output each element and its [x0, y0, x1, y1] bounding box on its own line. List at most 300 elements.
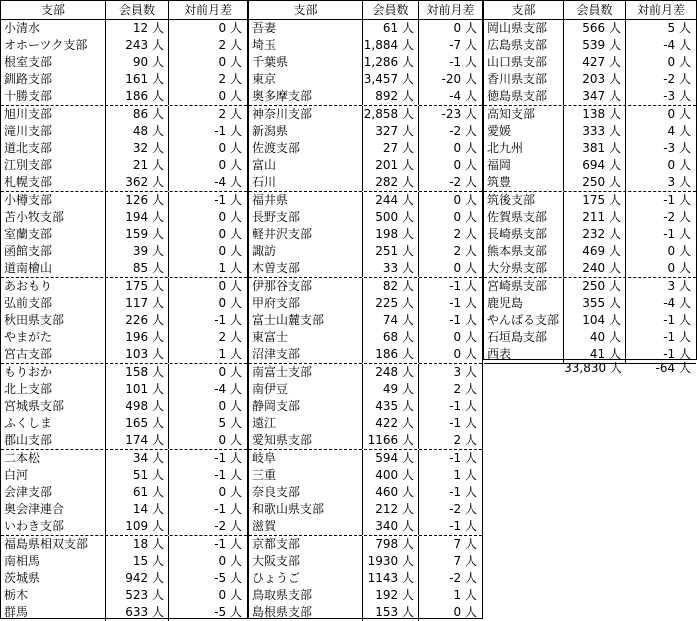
branch-name: あおもり: [1, 278, 106, 295]
branch-name: 筑後支部: [484, 192, 564, 209]
monthly-diff-unit: 人: [464, 72, 477, 86]
member-count-value: 211: [582, 210, 606, 224]
monthly-diff-value: 2: [453, 227, 462, 241]
monthly-diff-unit: 人: [464, 141, 477, 155]
member-count-unit: 人: [401, 347, 414, 361]
member-count: [564, 329, 626, 346]
monthly-diff-unit: 人: [464, 55, 477, 69]
table-row: [249, 123, 482, 140]
monthly-diff-value: 0: [667, 55, 676, 69]
table-row: [1, 20, 247, 37]
table-row: [1, 312, 247, 329]
monthly-diff-value: -1: [449, 485, 462, 499]
monthly-diff: [169, 570, 247, 587]
member-count-unit: 人: [608, 227, 621, 241]
table-row: [484, 192, 696, 209]
monthly-diff-value: 2: [453, 382, 462, 396]
monthly-diff-unit: 人: [229, 175, 242, 189]
branch-name: 徳島県支部: [484, 88, 564, 105]
monthly-diff-unit: 人: [464, 38, 477, 52]
monthly-diff: [169, 295, 247, 312]
member-count: [106, 432, 169, 449]
monthly-diff: [169, 278, 247, 295]
monthly-diff-value: 0: [218, 55, 227, 69]
table-row: [1, 346, 247, 364]
branch-name: 伊那谷支部: [249, 278, 363, 295]
monthly-diff: [626, 192, 696, 209]
branch-name: 富士山麓支部: [249, 312, 363, 329]
member-count-unit: 人: [151, 554, 164, 568]
total-members: [564, 359, 626, 377]
monthly-diff-unit: 人: [464, 330, 477, 344]
member-count: [106, 364, 169, 381]
table-row: [249, 484, 482, 501]
table-row: [484, 157, 696, 174]
table-row: [484, 209, 696, 226]
member-count-value: 1143: [367, 571, 399, 585]
table-row: [1, 243, 247, 260]
branch-name: やまがた: [1, 329, 106, 346]
member-count-value: 594: [375, 451, 399, 465]
member-count: [106, 501, 169, 518]
monthly-diff: [169, 226, 247, 243]
monthly-diff-unit: 人: [678, 38, 691, 52]
member-count-unit: 人: [401, 89, 414, 103]
member-count-value: 203: [582, 72, 606, 86]
monthly-diff-unit: 人: [229, 502, 242, 516]
table-row: [484, 312, 696, 329]
monthly-diff-unit: 人: [464, 382, 477, 396]
member-count-unit: 人: [401, 313, 414, 327]
monthly-diff-value: 2: [218, 107, 227, 121]
member-count-unit: 人: [151, 107, 164, 121]
member-count-value: 422: [375, 416, 399, 430]
monthly-diff: [169, 364, 247, 381]
member-count-value: 347: [582, 89, 606, 103]
member-count-value: 355: [582, 296, 606, 310]
table-row: [484, 37, 696, 54]
member-count-unit: 人: [151, 89, 164, 103]
monthly-diff-value: 2: [218, 72, 227, 86]
branch-name: 奈良支部: [249, 484, 363, 501]
member-count-unit: 人: [401, 537, 414, 551]
table-row: [249, 536, 482, 553]
header-branch: 支部: [1, 1, 106, 19]
member-count-unit: 人: [608, 175, 621, 189]
member-count-value: 240: [582, 261, 606, 275]
member-count: [564, 140, 626, 157]
branch-name: 石垣島支部: [484, 329, 564, 346]
member-count-value: 248: [375, 365, 399, 379]
monthly-diff: [626, 106, 696, 123]
member-count: [363, 157, 419, 174]
branch-name: 鳥取県支部: [249, 587, 363, 604]
monthly-diff-value: 0: [218, 485, 227, 499]
member-count-unit: 人: [401, 588, 414, 602]
monthly-diff-unit: 人: [229, 347, 242, 361]
branch-name: 群馬: [1, 604, 106, 621]
monthly-diff-value: 0: [218, 588, 227, 602]
branch-name: 苫小牧支部: [1, 209, 106, 226]
member-count-unit: 人: [608, 296, 621, 310]
table-row: [1, 329, 247, 346]
table-row: [1, 106, 247, 123]
member-count-value: 892: [375, 89, 399, 103]
monthly-diff-unit: 人: [229, 21, 242, 35]
monthly-diff: [419, 20, 482, 37]
monthly-diff-unit: 人: [678, 21, 691, 35]
monthly-diff: [419, 587, 482, 604]
member-count-unit: 人: [608, 89, 621, 103]
member-count: [363, 604, 419, 621]
monthly-diff-unit: 人: [229, 433, 242, 447]
member-count-value: 243: [125, 38, 149, 52]
monthly-diff: [169, 587, 247, 604]
table-row: [1, 209, 247, 226]
member-count-value: 225: [375, 296, 399, 310]
member-count: [363, 501, 419, 518]
monthly-diff-unit: 人: [464, 365, 477, 379]
monthly-diff-unit: 人: [464, 244, 477, 258]
member-count: [363, 518, 419, 535]
monthly-diff-unit: 人: [464, 175, 477, 189]
monthly-diff-value: 0: [667, 107, 676, 121]
member-count-unit: 人: [151, 175, 164, 189]
member-count-value: 498: [125, 399, 149, 413]
monthly-diff-unit: 人: [678, 107, 691, 121]
branch-name: 木曽支部: [249, 260, 363, 277]
table-row: [1, 604, 247, 621]
monthly-diff: [626, 157, 696, 174]
member-count: [564, 157, 626, 174]
branch-name: 筑豊: [484, 174, 564, 191]
monthly-diff: [419, 536, 482, 553]
branch-name: 南富士支部: [249, 364, 363, 381]
member-count: [363, 450, 419, 467]
member-count-unit: 人: [401, 158, 414, 172]
monthly-diff-unit: 人: [678, 55, 691, 69]
monthly-diff-value: -1: [449, 399, 462, 413]
monthly-diff: [169, 518, 247, 535]
member-count-unit: 人: [151, 21, 164, 35]
monthly-diff-unit: 人: [464, 485, 477, 499]
member-count-value: 435: [375, 399, 399, 413]
monthly-diff-unit: 人: [678, 261, 691, 275]
member-count-value: 942: [125, 571, 149, 585]
member-count-value: 460: [375, 485, 399, 499]
member-count: [363, 106, 419, 123]
member-count: [564, 123, 626, 140]
member-count: [564, 174, 626, 191]
table-row: [484, 106, 696, 123]
member-count: [564, 243, 626, 260]
monthly-diff-value: 0: [218, 433, 227, 447]
monthly-diff-unit: 人: [229, 485, 242, 499]
member-count-unit: 人: [401, 296, 414, 310]
monthly-diff-value: -7: [449, 38, 462, 52]
branch-name: 宮城県支部: [1, 398, 106, 415]
table-row: [249, 54, 482, 71]
member-count: [363, 415, 419, 432]
member-count-value: 153: [375, 605, 399, 619]
table-row: [249, 570, 482, 587]
member-table-3: [483, 0, 697, 360]
monthly-diff-unit: 人: [464, 313, 477, 327]
monthly-diff-value: 3: [667, 279, 676, 293]
monthly-diff: [169, 106, 247, 123]
branch-name: 愛知県支部: [249, 432, 363, 449]
member-count-value: 117: [125, 296, 149, 310]
monthly-diff-value: -1: [663, 330, 676, 344]
monthly-diff-value: 5: [667, 21, 676, 35]
member-count: [564, 88, 626, 105]
monthly-diff: [169, 432, 247, 449]
member-count-unit: 人: [401, 502, 414, 516]
monthly-diff-unit: 人: [229, 365, 242, 379]
monthly-diff: [626, 20, 696, 37]
table-row: [1, 570, 247, 587]
member-count-value: 566: [582, 21, 606, 35]
monthly-diff-value: -2: [214, 519, 227, 533]
monthly-diff-unit: 人: [464, 107, 477, 121]
member-count-value: 103: [125, 347, 149, 361]
branch-name: 香川県支部: [484, 71, 564, 88]
branch-name: 北九州: [484, 140, 564, 157]
monthly-diff: [419, 278, 482, 295]
member-count-value: 61: [382, 21, 399, 35]
monthly-diff-value: 0: [667, 158, 676, 172]
member-count-value: 226: [125, 313, 149, 327]
branch-name: 奥多摩支部: [249, 88, 363, 105]
monthly-diff: [419, 484, 482, 501]
branch-name: 道北支部: [1, 140, 106, 157]
monthly-diff-value: -4: [449, 89, 462, 103]
monthly-diff-unit: 人: [464, 399, 477, 413]
monthly-diff: [626, 37, 696, 54]
member-count: [363, 329, 419, 346]
member-count-unit: 人: [401, 279, 414, 293]
branch-name: 函館支部: [1, 243, 106, 260]
monthly-diff: [419, 450, 482, 467]
monthly-diff-unit: 人: [464, 347, 477, 361]
monthly-diff-unit: 人: [229, 313, 242, 327]
member-count-value: 104: [582, 313, 606, 327]
monthly-diff-value: 7: [453, 554, 462, 568]
member-count-unit: 人: [608, 244, 621, 258]
member-count-value: 798: [375, 537, 399, 551]
branch-name: 諏訪: [249, 243, 363, 260]
table-row: [249, 192, 482, 209]
member-count-unit: 人: [151, 330, 164, 344]
branch-name: 白河: [1, 467, 106, 484]
monthly-diff: [169, 398, 247, 415]
table-row: [249, 37, 482, 54]
monthly-diff: [169, 450, 247, 467]
member-count: [564, 20, 626, 37]
monthly-diff-unit: 人: [464, 502, 477, 516]
monthly-diff-unit: 人: [229, 554, 242, 568]
branch-name: やんばる支部: [484, 312, 564, 329]
table-row: [1, 71, 247, 88]
branch-name: 熊本県支部: [484, 243, 564, 260]
table-row: [249, 329, 482, 346]
table-row: [249, 20, 482, 37]
member-count: [106, 587, 169, 604]
monthly-diff-value: -3: [663, 89, 676, 103]
member-count: [106, 209, 169, 226]
monthly-diff-value: -1: [214, 124, 227, 138]
member-count-unit: 人: [151, 38, 164, 52]
member-count: [363, 123, 419, 140]
monthly-diff-unit: 人: [229, 382, 242, 396]
branch-name: いわき支部: [1, 518, 106, 535]
member-count: [564, 209, 626, 226]
branch-name: 釧路支部: [1, 71, 106, 88]
header-branch: 支部: [484, 1, 564, 19]
monthly-diff-value: 7: [453, 537, 462, 551]
monthly-diff: [419, 432, 482, 449]
member-count-value: 362: [125, 175, 149, 189]
table-row: [249, 140, 482, 157]
branch-name: 福井県: [249, 192, 363, 209]
member-count: [106, 54, 169, 71]
member-count-value: 27: [382, 141, 399, 155]
monthly-diff: [169, 54, 247, 71]
monthly-diff-unit: 人: [229, 571, 242, 585]
table-row: [249, 174, 482, 192]
table-row: [1, 587, 247, 604]
header-members: 会員数: [363, 1, 419, 19]
member-count-unit: 人: [151, 124, 164, 138]
member-count-unit: 人: [401, 210, 414, 224]
member-count-unit: 人: [608, 193, 621, 207]
member-count: [363, 587, 419, 604]
monthly-diff-value: 2: [218, 38, 227, 52]
member-count-value: 192: [375, 588, 399, 602]
branch-name: 大阪支部: [249, 553, 363, 570]
member-count: [363, 260, 419, 277]
monthly-diff-value: 0: [453, 330, 462, 344]
table-row: [1, 364, 247, 381]
table-row: [1, 157, 247, 174]
table-row: [249, 209, 482, 226]
monthly-diff-value: 1: [453, 468, 462, 482]
member-count: [106, 192, 169, 209]
monthly-diff: [169, 501, 247, 518]
member-count-value: 33: [382, 261, 399, 275]
member-count-unit: 人: [401, 433, 414, 447]
member-count-unit: 人: [151, 141, 164, 155]
monthly-diff-unit: 人: [229, 588, 242, 602]
monthly-diff-unit: 人: [464, 605, 477, 619]
monthly-diff-unit: 人: [464, 210, 477, 224]
member-count-unit: 人: [401, 571, 414, 585]
monthly-diff-unit: 人: [229, 72, 242, 86]
member-count: [363, 54, 419, 71]
monthly-diff: [419, 226, 482, 243]
monthly-diff: [626, 278, 696, 295]
table-row: [1, 381, 247, 398]
member-count-value: 68: [382, 330, 399, 344]
branch-name: 和歌山県支部: [249, 501, 363, 518]
table-row: [249, 467, 482, 484]
monthly-diff-unit: 人: [678, 89, 691, 103]
monthly-diff: [419, 398, 482, 415]
table-row: [1, 398, 247, 415]
monthly-diff-value: 0: [453, 141, 462, 155]
member-count-unit: 人: [151, 588, 164, 602]
member-count-value: 327: [375, 124, 399, 138]
header-diff: 対前月差: [636, 3, 685, 17]
member-count-unit: 人: [608, 38, 621, 52]
table-row: [484, 54, 696, 71]
table-row: [484, 329, 696, 346]
monthly-diff: [419, 346, 482, 363]
member-count-value: 469: [582, 244, 606, 258]
monthly-diff-value: -1: [449, 519, 462, 533]
member-count-unit: 人: [151, 605, 164, 619]
monthly-diff-value: -1: [663, 347, 676, 361]
member-count-value: 198: [375, 227, 399, 241]
header-branch: 支部: [249, 1, 363, 19]
branch-name: 富山: [249, 157, 363, 174]
table-row: [1, 226, 247, 243]
member-count-value: 126: [125, 193, 149, 207]
member-count-unit: 人: [151, 485, 164, 499]
table-row: [249, 295, 482, 312]
branch-name: 三重: [249, 467, 363, 484]
monthly-diff-unit: 人: [464, 519, 477, 533]
header-members: 会員数: [106, 1, 169, 19]
monthly-diff-unit: 人: [464, 296, 477, 310]
member-count-unit: 人: [401, 399, 414, 413]
member-count-value: 3,457: [363, 72, 399, 86]
monthly-diff-unit: 人: [464, 433, 477, 447]
table-row: [249, 604, 482, 621]
total-label-cell: [484, 359, 564, 377]
member-count: [363, 295, 419, 312]
member-count-unit: 人: [151, 502, 164, 516]
monthly-diff: [169, 260, 247, 277]
member-count-value: 161: [125, 72, 149, 86]
monthly-diff-value: -1: [214, 468, 227, 482]
member-count: [106, 243, 169, 260]
monthly-diff-value: 0: [218, 365, 227, 379]
monthly-diff: [419, 295, 482, 312]
member-count-unit: 人: [151, 571, 164, 585]
branch-name: 広島県支部: [484, 37, 564, 54]
member-count-unit: 人: [401, 72, 414, 86]
member-count-unit: 人: [401, 382, 414, 396]
member-count-value: 212: [375, 502, 399, 516]
member-count-value: 158: [125, 365, 149, 379]
member-count: [106, 226, 169, 243]
monthly-diff-unit: 人: [678, 158, 691, 172]
monthly-diff-unit: 人: [229, 519, 242, 533]
table-row: [249, 106, 482, 123]
monthly-diff-unit: 人: [678, 244, 691, 258]
branch-name: 東富士: [249, 329, 363, 346]
member-count-unit: 人: [151, 210, 164, 224]
member-count-value: 34: [132, 451, 149, 465]
monthly-diff-value: 2: [453, 433, 462, 447]
monthly-diff-unit: 人: [464, 571, 477, 585]
member-count: [363, 553, 419, 570]
member-count-unit: 人: [151, 55, 164, 69]
table-header: [249, 1, 482, 20]
member-count: [106, 157, 169, 174]
member-count: [564, 278, 626, 295]
